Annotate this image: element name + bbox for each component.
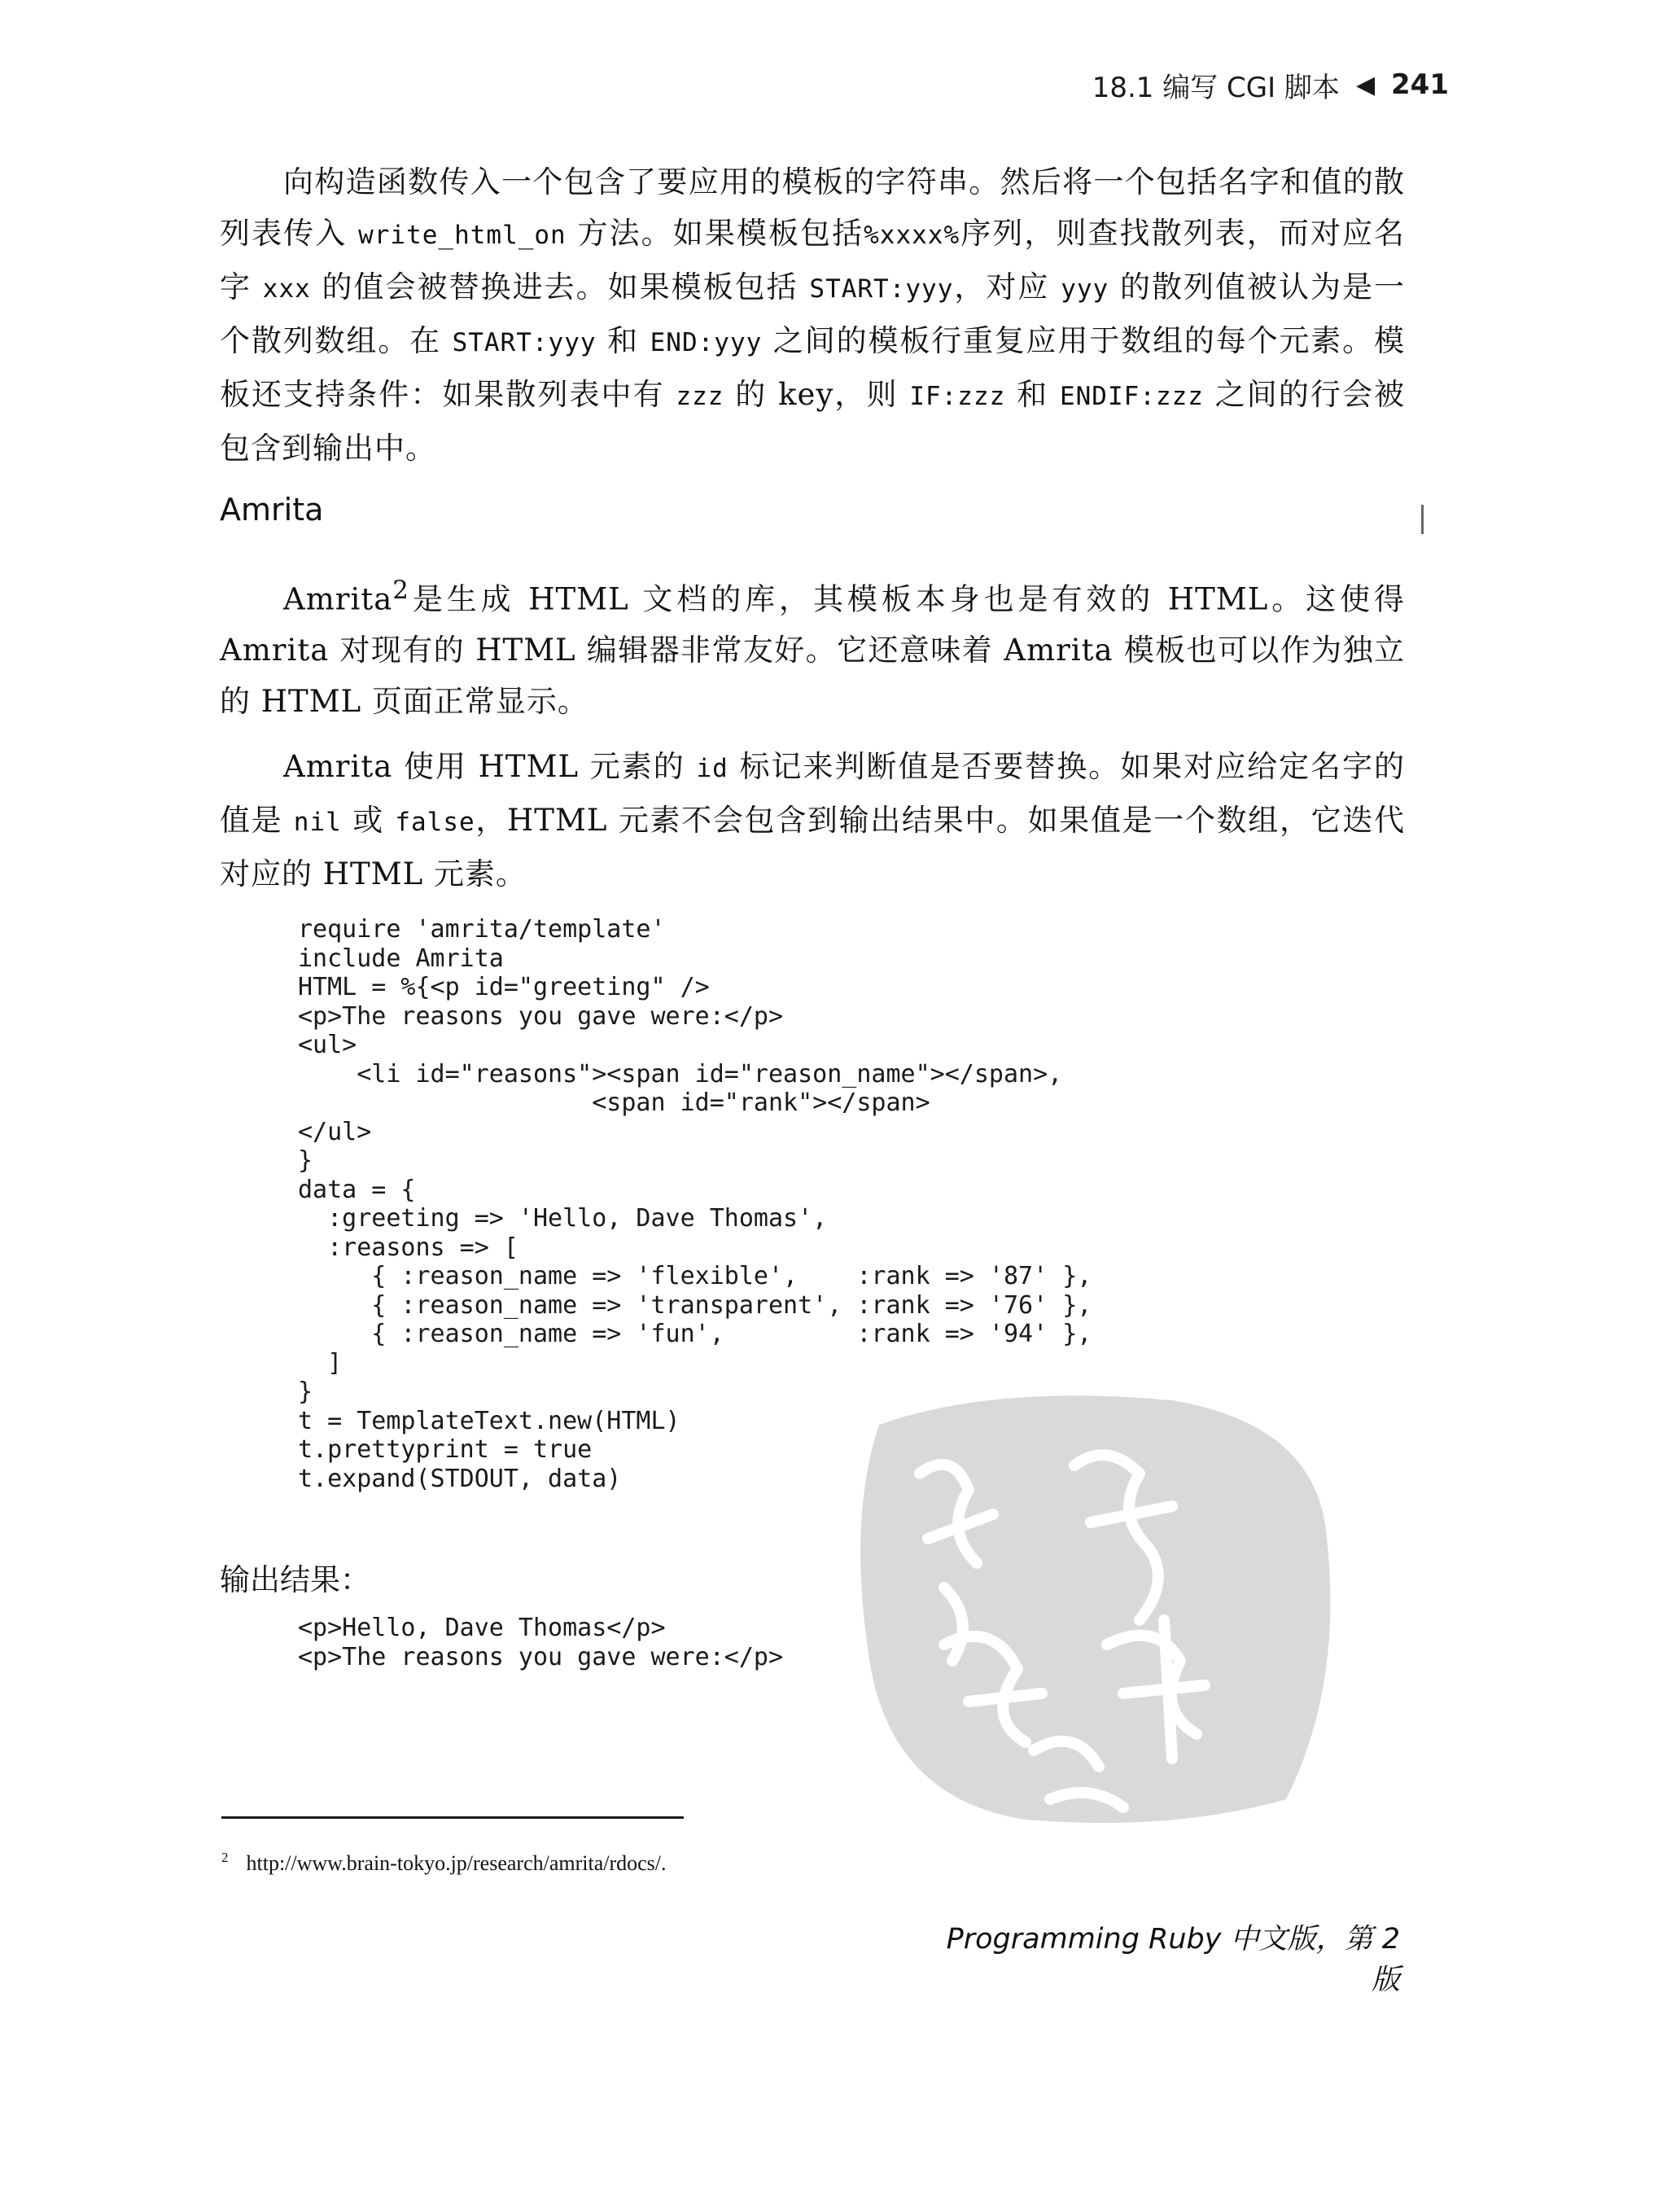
text-run: ，对应 [953, 269, 1061, 304]
footnote-number: 2 [221, 1850, 229, 1865]
text-run: 或 [341, 803, 396, 838]
book-title-footer: Programming Ruby 中文版，第 2 版 [946, 1923, 1400, 1996]
margin-mark [1421, 505, 1424, 534]
library-seal-stamp [830, 1376, 1351, 1848]
inline-code: START:yyy [452, 328, 597, 357]
inline-code: ENDIF:zzz [1059, 382, 1204, 411]
text-run: 的值会被替换进去。如果模板包括 [310, 269, 810, 304]
running-section-title: 18.1 编写 CGI 脚本 [1092, 71, 1340, 104]
text-run: 标记来判断值是否要替换。如果对应给定名字的值是 [220, 749, 1405, 838]
inline-code: nil [293, 808, 342, 837]
text-run: 之间的行会被包含到输出中。 [220, 377, 1405, 466]
text-run: 和 [596, 323, 650, 358]
text-run: 方法。如果模板包括 [566, 216, 864, 251]
inline-code: xxx [262, 274, 311, 304]
text-run: Amrita 使用 HTML 元素的 [283, 749, 697, 784]
code-listing: require 'amrita/template' include Amrita HTML = %{<p id="greeting" /> <p>The reasons you gave were:</p> <ul> <li id="reasons"><span id="reason_name"></span>, <span id="rank"></span> </ul> } data = { :greeting => 'Hello, Dave Thomas', :reasons => [ { :reason_name => 'flexible', :rank => '87' }, { :reason_name => 'transparent', :rank => '76' }, { :reason_name => 'fun', :rank => '94' }, ] } t = TemplateText.new(HTML) t.prettyprint = true t.expand(STDOUT, data) [298, 915, 1092, 1493]
text-run: 向构造函数传入一个包含了要应用的模板的字符串。然后将一个包括名字和值的散列表传入 [220, 164, 1405, 251]
paragraph-template-description [220, 156, 1405, 474]
text-run: 是生成 HTML 文档的库，其模板本身也是有效的 HTML。这使得 Amrita 对现有的 HTML 编辑器非常友好。它还意味着 Amrita 模板也可以作为独立的 HTML 页面正常显示。 [220, 581, 1405, 720]
inline-code: START:yyy [809, 274, 954, 304]
inline-code: %xxxx% [864, 221, 960, 250]
inline-code: false [395, 808, 475, 837]
inline-code: id [696, 754, 728, 783]
inline-code: zzz [676, 382, 724, 411]
page-header [1042, 62, 1449, 107]
paragraph-amrita-id [220, 741, 1405, 900]
text-run: 的 key，则 [724, 377, 910, 412]
text-run: ，HTML 元素不会包含到输出结果中。如果值是一个数组，它迭代对应的 HTML 元素。 [220, 803, 1405, 891]
output-listing: <p>Hello, Dave Thomas</p> <p>The reasons you gave were:</p> [298, 1614, 784, 1671]
footnote [221, 1850, 667, 1876]
inline-code: END:yyy [650, 328, 763, 357]
output-label: 输出结果： [220, 1562, 370, 1597]
page-number: 241 [1391, 68, 1449, 101]
text-run: Amrita [283, 581, 393, 617]
footnote-divider [221, 1816, 684, 1819]
footnote-url: http://www.brain-tokyo.jp/research/amrita/rdocs/. [246, 1851, 667, 1875]
text-run: 序列，则查找散列表，而对应名字 [220, 216, 1406, 304]
inline-code: yyy [1061, 274, 1109, 304]
triangle-arrow-icon: ◀ [1355, 70, 1376, 99]
inline-code: write_html_on [358, 221, 567, 250]
footnote-reference: 2 [392, 576, 409, 605]
text-run: 之间的模板行重复应用于数组的每个元素。模板还支持条件：如果散列表中有 [220, 323, 1406, 412]
text-run: 和 [1005, 377, 1060, 412]
section-heading: Amrita [220, 492, 324, 528]
inline-code: IF:zzz [909, 382, 1006, 411]
paragraph-amrita-intro [220, 565, 1405, 727]
text-run: 的散列值被认为是一个散列数组。在 [220, 269, 1405, 358]
